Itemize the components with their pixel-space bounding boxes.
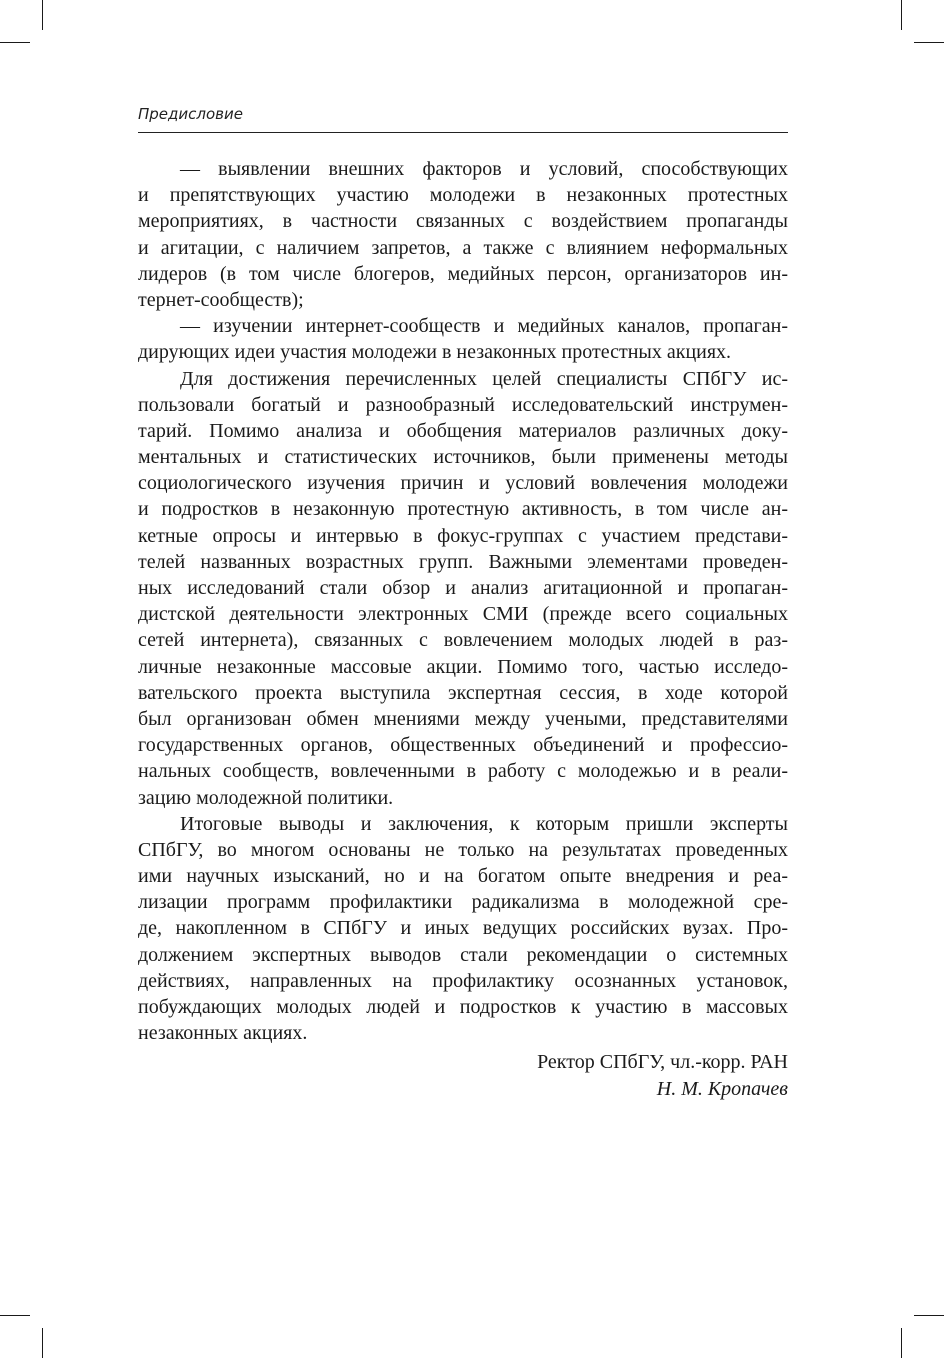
text-line: ментальных и статистических источников, были применены методы [138,446,788,469]
text-line: де, накопленном в СПбГУ и иных ведущих российских вузах. Про- [138,917,788,940]
paragraph [138,313,788,365]
text-line: Для достижения перечисленных целей специалисты СПбГУ ис- [180,367,788,390]
signature-title: Ректор СПбГУ, чл.-корр. РАН [537,1051,788,1073]
text-line: и препятствующих участию молодежи в незаконных протестных [138,184,788,207]
crop-mark-bottom-left-horizontal [0,1315,30,1316]
text-line: был организован обмен мнениями между учеными, представителями [138,707,788,730]
text-line: вательского проекта выступила экспертная сессия, в ходе которой [138,681,788,704]
text-line: — выявлении внешних факторов и условий, способствующих [180,158,788,180]
paragraph [138,156,788,313]
running-head-title: Предисловие [138,105,243,123]
paragraph [138,811,788,1047]
crop-mark-top-left-vertical [42,0,43,30]
text-line: личные незаконные массовые акции. Помимо того, частью исследо- [138,655,788,678]
text-line: и агитации, с наличием запретов, а также с влиянием неформальных [138,236,788,259]
crop-mark-top-left-horizontal [0,42,30,43]
text-line: ных исследований стали обзор и анализ агитационной и пропаган- [138,577,788,599]
text-line: побуждающих молодых людей и подростков к участию в массовых [138,996,788,1018]
text-line: незаконных акциях. [138,1022,308,1045]
text-line: дистской деятельности электронных СМИ (прежде всего социальных [138,603,788,626]
text-line: государственных органов, общественных объединений и профессио- [138,734,788,757]
crop-mark-bottom-right-horizontal [914,1315,944,1316]
text-line: дирующих идеи участия молодежи в незаконных протестных акциях. [138,341,732,364]
text-line: Итоговые выводы и заключения, к которым пришли эксперты [180,812,788,835]
text-line: мероприятиях, в частности связанных с воздействием пропаганды [138,210,788,233]
crop-mark-bottom-right-vertical [901,1328,902,1358]
text-line: СПбГУ, во многом основаны не только на результатах проведенных [138,838,788,861]
text-line: нальных сообществ, вовлеченными в работу с молодежью и в реали- [138,760,788,783]
text-line: — изучении интернет-сообществ и медийных каналов, пропаган- [180,315,788,338]
body-text [138,156,788,1046]
text-line: и подростков в незаконную протестную активность, в том числе ан- [138,498,788,521]
text-line: лидеров (в том числе блогеров, медийных персон, организаторов ин- [138,262,788,285]
text-line: действиях, направленных на профилактику осознанных установок, [138,969,788,992]
crop-mark-top-right-vertical [901,0,902,30]
text-line: социологического изучения причин и условий вовлечения молодежи [138,472,788,495]
text-line: лизации программ профилактики радикализма в молодежной сре- [138,891,788,914]
signature-name: Н. М. Кропачев [656,1078,788,1100]
signature-block [138,1049,788,1103]
text-line: телей названных возрастных групп. Важными элементами проведен- [138,550,788,573]
text-line: кетные опросы и интервью в фокус-группах с участием представи- [138,524,788,547]
text-line: зацию молодежной политики. [138,786,394,809]
text-line: тернет-сообществ); [138,288,304,311]
crop-mark-bottom-left-vertical [42,1328,43,1358]
text-line: должением экспертных выводов стали рекомендации о системных [138,943,788,966]
crop-mark-top-right-horizontal [914,42,944,43]
header-rule [138,132,788,133]
text-line: тарий. Помимо анализа и обобщения материалов различных доку- [138,419,788,442]
text-line: пользовали богатый и разнообразный исследовательский инструмен- [138,393,788,416]
text-line: ими научных изысканий, но и на богатом опыте внедрения и реа- [138,865,788,888]
text-line: сетей интернета), связанных с вовлечением молодых людей в раз- [138,629,788,652]
paragraph [138,366,788,811]
